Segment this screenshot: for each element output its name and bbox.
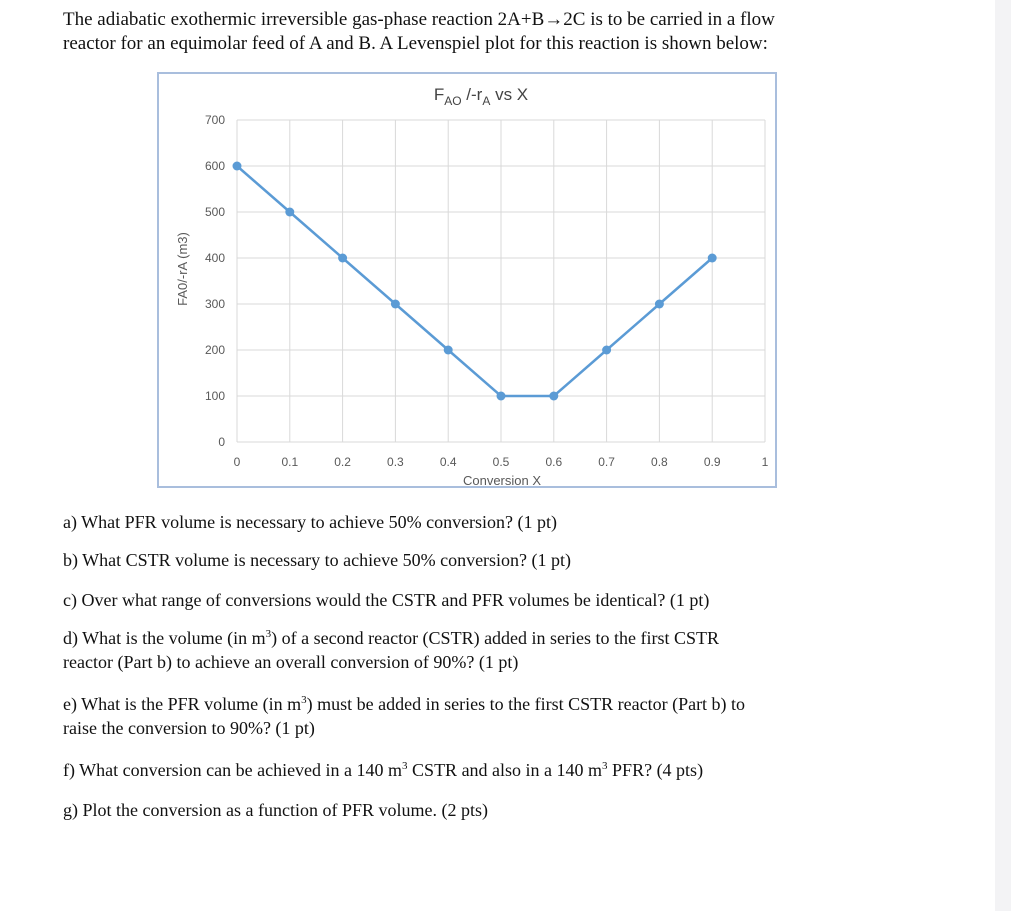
y-tick-label: 400 [204, 251, 225, 265]
y-tick-label: 600 [204, 159, 225, 173]
data-points [233, 162, 717, 401]
chart-svg [159, 74, 775, 486]
data-point [708, 254, 717, 263]
data-point [391, 300, 400, 309]
y-tick-label: 100 [204, 389, 225, 403]
y-axis-label: FA0/-rA (m3) [175, 232, 190, 306]
data-point [338, 254, 347, 263]
question-f: f) What conversion can be achieved in a 140 $m^3$ CSTR and also in a 140 $m^3$ PFR? (4 pts) [63, 760, 704, 780]
question-c: c) Over what range of conversions would the CSTR and PFR volumes be identical? (1 pt) [63, 590, 710, 610]
x-tick-label: 0.7 [598, 455, 615, 469]
intro-line-1: The adiabatic exothermic irreversible gas-phase reaction 2A+B→2C is to be carried in a flow [63, 9, 775, 30]
question-d: d) What is the volume (in $m^3$) of a second reactor (CSTR) added in series to the first CSTR reactor (Part b) to achieve an overall conversion of 90%? (1 pt) [63, 628, 720, 672]
series-line [237, 166, 712, 396]
x-tick-label: 0.9 [703, 455, 721, 469]
problem-statement [63, 8, 863, 56]
x-tick-label: 0.3 [387, 455, 404, 469]
data-point [602, 346, 611, 355]
x-axis-label: Conversion X [462, 473, 542, 486]
x-tick-label: 0.6 [545, 455, 563, 469]
x-tick-label: 0.4 [439, 455, 457, 469]
data-point [233, 162, 242, 171]
y-tick-label: 300 [204, 297, 225, 311]
data-point [444, 346, 453, 355]
y-tick-label: 700 [204, 113, 225, 127]
x-tick-label: 0.8 [651, 455, 668, 469]
x-tick-label: 0.5 [492, 455, 510, 469]
question-b: b) What CSTR volume is necessary to achieve 50% conversion? (1 pt) [63, 550, 572, 570]
y-tick-label: 200 [204, 343, 225, 357]
y-tick-labels [205, 113, 225, 449]
question-g: g) Plot the conversion as a function of PFR volume. (2 pts) [63, 800, 488, 820]
data-point [497, 392, 506, 401]
question-a: a) What PFR volume is necessary to achieve 50% conversion? (1 pt) [63, 512, 558, 532]
data-point [285, 208, 294, 217]
y-tick-label: 500 [204, 205, 225, 219]
x-tick-label: 1 [761, 455, 769, 469]
y-tick-label: 0 [218, 435, 225, 449]
intro-line-2: reactor for an equimolar feed of A and B. A Levenspiel plot for this reaction is shown below: [63, 33, 768, 54]
x-tick-label: 0.2 [334, 455, 351, 469]
scrollbar-track[interactable] [995, 0, 1011, 911]
data-point [549, 392, 558, 401]
x-tick-label: 0 [233, 455, 241, 469]
x-tick-labels [234, 455, 769, 469]
levenspiel-chart [157, 72, 777, 488]
chart-title: $F_{AO}$ $/-r_A$ vs X [433, 85, 529, 108]
question-e: e) What is the PFR volume (in $m^3$) must be added in series to the first CSTR reactor (Part b) to raise the conversion to 90%? (1 pt) [63, 694, 746, 738]
data-point [655, 300, 664, 309]
x-tick-label: 0.1 [281, 455, 299, 469]
